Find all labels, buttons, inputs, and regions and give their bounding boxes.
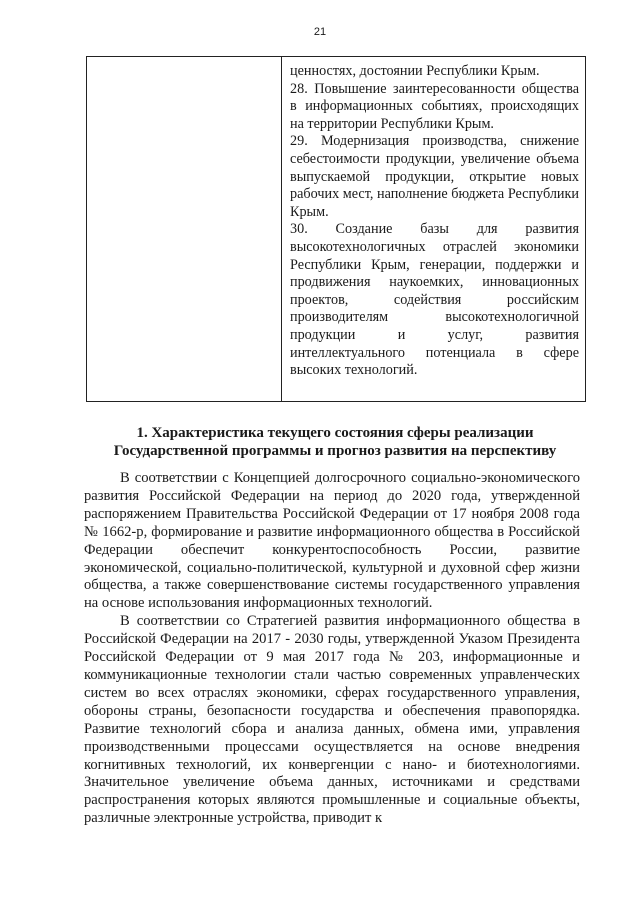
section-heading: 1. Характеристика текущего состояния сферы реализации Государственной программы и прогноз развития на перспективу	[113, 425, 557, 459]
continued-table	[86, 56, 586, 402]
body-text	[84, 470, 580, 828]
paragraph: В соответствии с Концепцией долгосрочного социально-экономического развития Российской Федерации на период до 2020 года, утвержденной распоряжением Правительства Российской Федерации от 17 ноября 2008 года № 1662-р, формирование и развитие информационного общества в Российской Федерации обеспечит конкурентоспособность России, развитие экономической, социально-политической, культурной и духовной сфер жизни общества, а также совершенствование системы государственного управления на основе использования информационных технологий.	[84, 470, 580, 612]
goal-item: ценностях, достоянии Республики Крым.	[290, 63, 540, 79]
table-cell-empty	[87, 57, 282, 402]
table-row	[87, 57, 586, 402]
page-number: 21	[313, 26, 327, 38]
table-cell-goals	[282, 57, 586, 402]
goal-item: 29. Модернизация производства, снижение себестоимости продукции, увеличение объема выпускаемой продукции, открытие новых рабочих мест, наполнение бюджета Республики Крым.	[290, 133, 579, 220]
paragraph: В соответствии со Стратегией развития информационного общества в Российской Федерации на 2017 - 2030 годы, утвержденной Указом Президента Российской Федерации от 9 мая 2017 года № 203, информационные и коммуникационные технологии стали частью современных управленческих систем во всех отраслях экономики, сферах государственного управления, обороны страны, безопасности государства и обеспечения правопорядка. Развитие технологий сбора и анализа данных, обмена ими, управления производственными процессами осуществляется на основе внедрения когнитивных технологий, их конвергенции с нано- и биотехнологиями. Значительное увеличение объема данных, источниками и средствами распространения которых являются промышленные и социальные объекты, различные электронные устройства, приводит к	[84, 613, 580, 827]
goal-item: 28. Повышение заинтересованности общества в информационных событиях, происходящих на территории Республики Крым.	[290, 80, 579, 132]
goal-item: 30. Создание базы для развития высокотехнологичных отраслей экономики Республики Крым, генерации, поддержки и продвижения наукоемких, инновационных проектов, содействия российским производителям высокотехнологичной продукции и услуг, развития интеллектуального потенциала в сфере высоких технологий.	[290, 221, 579, 379]
